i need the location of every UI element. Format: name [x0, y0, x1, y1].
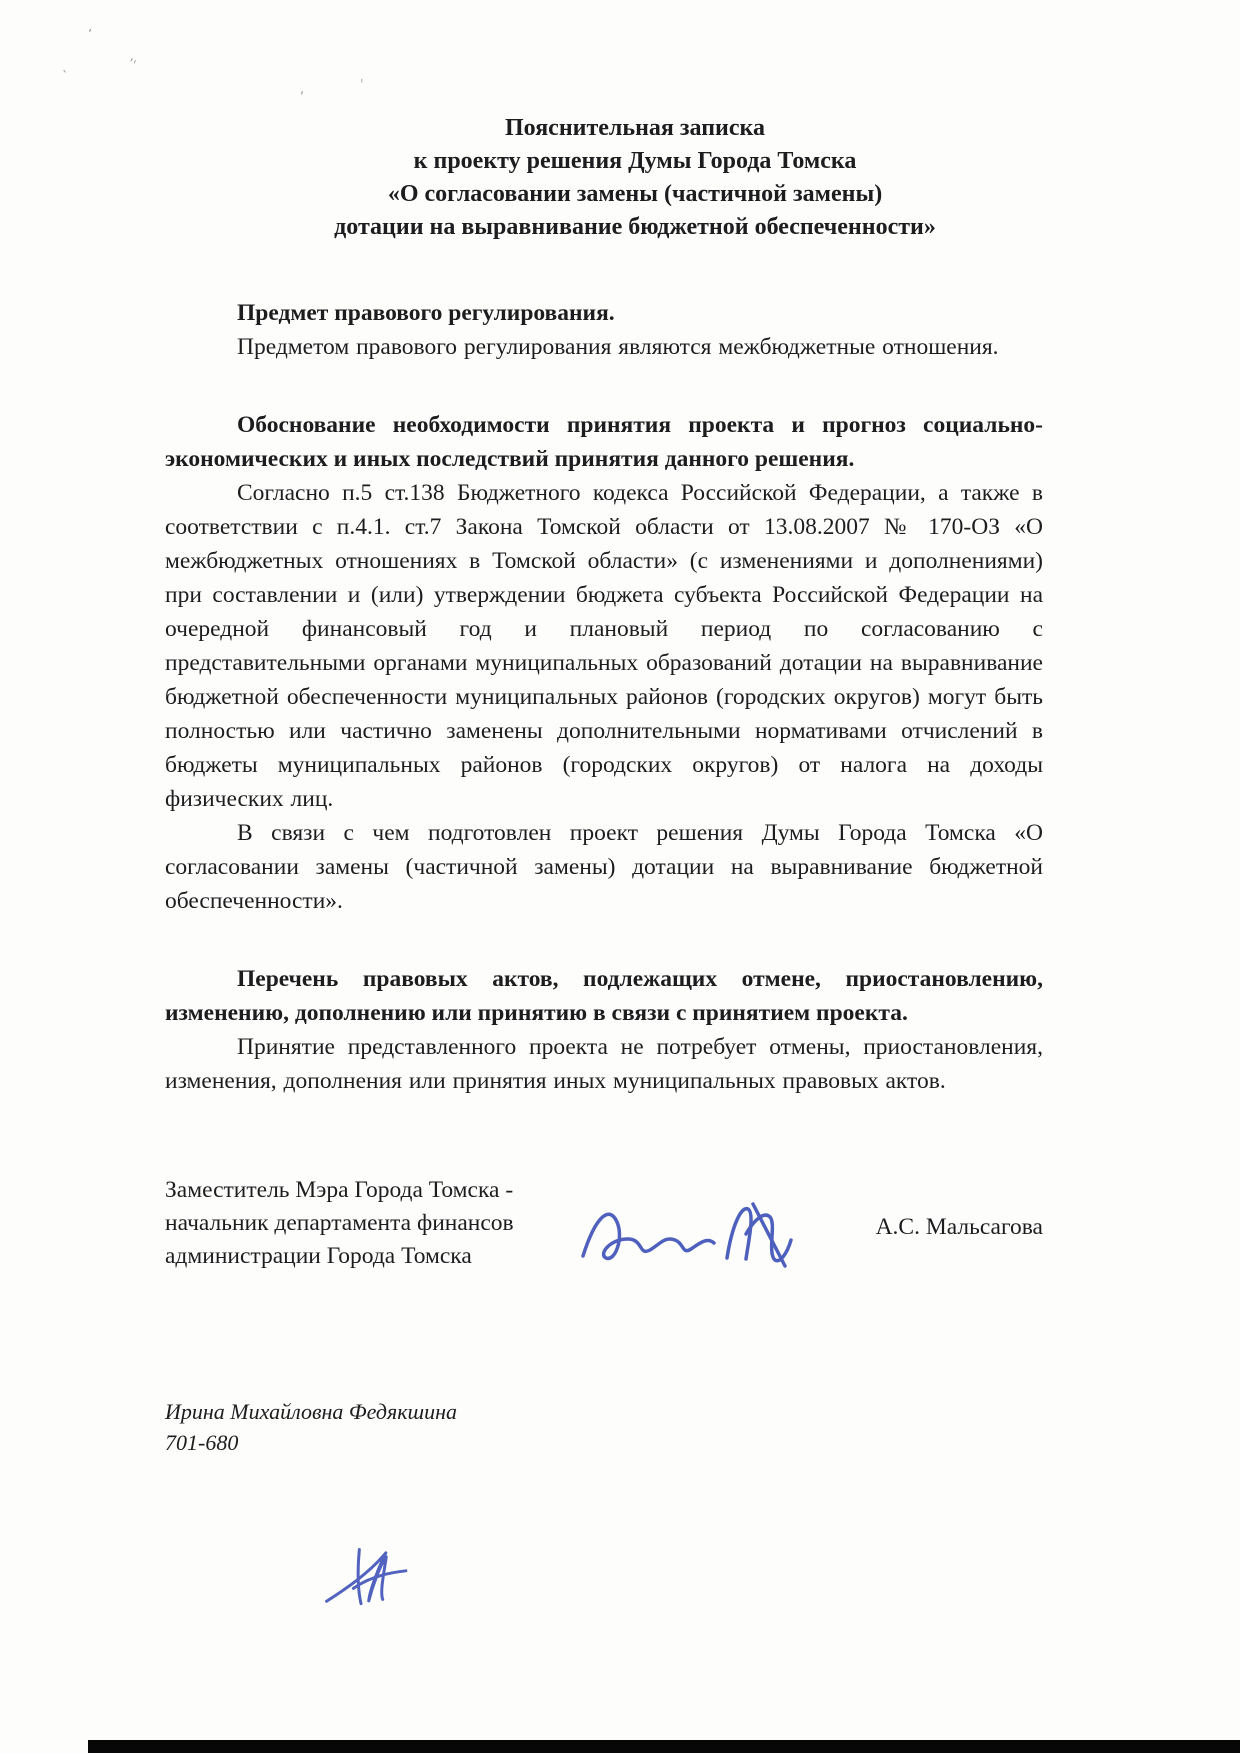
- paragraph: Согласно п.5 ст.138 Бюджетного кодекса Российской Федерации, а также в соответствии с п.4.1. ст.7 Закона Томской области от 13.08.2007 № 170-ОЗ «О межбюджетных отношениях в Томской области» (с изменениями и дополнениями) при составлении и (или) утверждении бюджета субъекта Российской Федерации на очередной финансовый год и плановый период по согласованию с представительными органами муниципальных образований дотации на выравнивание бюджетной обеспеченности муниципальных районов (городских округов) могут быть полностью или частично заменены дополнительными нормативами отчислений в бюджеты муниципальных районов (городских округов) от налога на доходы физических лиц.: [165, 480, 1043, 812]
- scan-speck: ʹˈ: [125, 57, 138, 74]
- scan-speck: `: [62, 70, 69, 85]
- section-subject: [165, 296, 1043, 364]
- section-acts-list: [165, 962, 1043, 1098]
- section-heading: Предмет правового регулирования.: [237, 300, 615, 326]
- section-heading: Обоснование необходимости принятия проекта и прогноз социально-экономических и иных последствий принятия данного решения.: [165, 412, 1043, 472]
- signer-name: А.С. Мальсагова: [875, 1214, 1043, 1240]
- title-line: дотации на выравнивание бюджетной обеспеченности»: [334, 214, 936, 240]
- executor-contact: [165, 1396, 457, 1458]
- document-body: [165, 0, 1043, 1284]
- signature-block: [165, 1174, 1043, 1284]
- document-title: [165, 112, 1043, 244]
- paragraph: Предметом правового регулирования являются межбюджетные отношения.: [237, 334, 999, 360]
- paragraph: Принятие представленного проекта не потребует отмены, приостановления, изменения, дополнения или принятия иных муниципальных правовых актов.: [165, 1034, 1043, 1094]
- paragraph: В связи с чем подготовлен проект решения Думы Города Томска «О согласовании замены (частичной замены) дотации на выравнивание бюджетной обеспеченности».: [165, 820, 1043, 914]
- signer-position-line: администрации Города Томска: [165, 1243, 472, 1269]
- executor-phone: 701-680: [165, 1430, 239, 1455]
- signer-position: [165, 1174, 514, 1273]
- section-justification: [165, 408, 1043, 918]
- signer-position-line: начальник департамента финансов: [165, 1210, 514, 1236]
- title-line: к проекту решения Думы Города Томска: [413, 148, 857, 174]
- scan-speck: ,: [300, 82, 305, 97]
- title-line: «О согласовании замены (частичной замены): [387, 181, 883, 207]
- handwritten-signature-icon: [514, 1174, 876, 1284]
- signer-position-line: Заместитель Мэра Города Томска -: [165, 1177, 514, 1203]
- scan-speck: ˈ: [360, 78, 364, 93]
- scan-speck: ’: [88, 28, 93, 43]
- title-line: Пояснительная записка: [504, 115, 765, 141]
- executor-name: Ирина Михайловна Федякшина: [165, 1399, 458, 1424]
- handwritten-initials-icon: [314, 1530, 418, 1619]
- scan-artifact-bar: [88, 1740, 1240, 1753]
- section-heading: Перечень правовых актов, подлежащих отмене, приостановлению, изменению, дополнению или принятию в связи с принятием проекта.: [165, 966, 1043, 1026]
